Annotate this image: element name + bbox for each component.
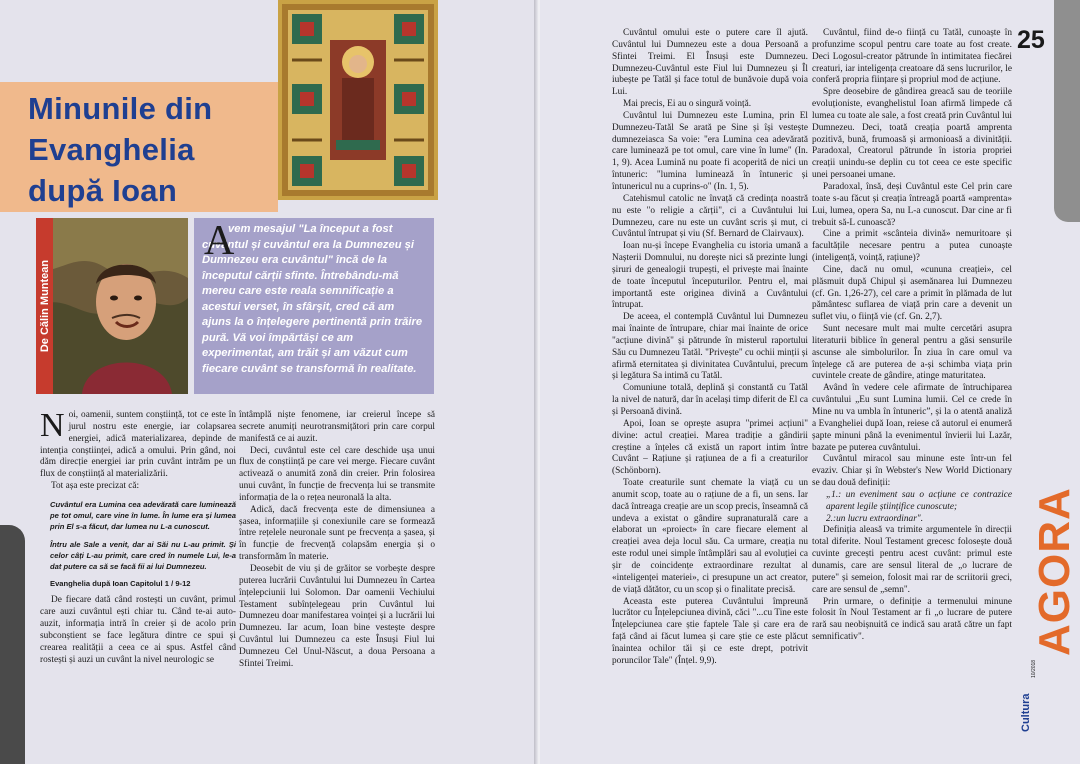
paragraph: Adică, dacă frecvența este de dimensiunea a șasea, informațiile și conexiunile care se formează între rețelele neuronale sunt pe frecvența a șasea, și în funcție de frecvență colapsăm energia și o transformăm în materie. (239, 504, 435, 563)
paragraph: Aceasta este puterea Cuvântului împreună lucrător cu Înțelepciunea divină, căci "...cu Tine este Înțelepciunea care știe faptele Tale și care era de față când ai făcut lumea și care știe ce este plăcut înaintea ochilor tăi și ce este drept, potrivit poruncilor Tale" (Înțel. 9,9). (612, 596, 808, 666)
paragraph: Prin urmare, o definiție a termenului minune folosit în Noul Testament ar fi „o lucrare de putere rară sau neobișnuită ce indică sau arată către un fapt semnificativ". (812, 596, 1012, 643)
paragraph: Paradoxal, însă, deși Cuvântul este Cel prin care toate s-au făcut și creația întreagă poartă «amprenta» Lui, lumea, opera Sa, nu L-a cunoscut. Dar cine ar fi trebuit să-L cunoască? (812, 181, 1012, 228)
paragraph: De fiecare dată când rostești un cuvânt, primul care auzi cuvântul ești chiar tu. Când te-ai auto-auzit, informația intră în creier și de acolo prin subconștient se face legătura dintre ce spui și crearea realității a ceea ce ai spus. Astfel când rostești și auzi un cuvânt la nivel neurologic se (40, 595, 236, 665)
intro-text (202, 218, 426, 377)
paragraph: Definiția aleasă va trimite argumentele în direcții total diferite. Noul Testament grecesc folosește două cuvinte grecești pentru acest cuvânt: primul este dunamis, care are sensul literal de „o lucrare de putere" și semeion, folosit mai rar de scriitorii greci, care are sensul de „semn". (812, 525, 1012, 595)
paragraph: Ioan nu-și începe Evanghelia cu istoria umană a Nașterii Domnului, nu dorește nici să prezinte lungi șiruri de genealogii trupești, el privește mai înainte de toate începutul începuturilor. Pentru el, mai importantă este originea divină a Cuvântului întrupat. (612, 241, 808, 311)
paragraph: Deosebit de viu și de grăitor se vorbește despre puterea lucrării Cuvântului lui Dumnezeu în Cartea înțelepciunii lui Solomon. Dar oamenii Vechiului Testament subînțelegeau prin Cuvântul lui Dumnezeu doar manifestarea voinței și a lucrării lui Dumnezeu. Iar acum, Ioan bine vestește despre Cuvântul lui Dumnezeu ca este Însuși Fiul lui Dumnezeu Cel Unul-Născut, a doua Persoana a Sfintei Treimi. (239, 563, 435, 669)
column-1 (40, 407, 236, 666)
paragraph: Cine, dacă nu omul, «cununa creației», cel plăsmuit după Chipul și asemănarea lui Dumnezeu (cf. Gn. 1,26-27), cel care a primit în plămada de lut pământesc suflarea de viață prin care a devenit un suflet viu, o ființă vie (cf. Gn. 2,7). (812, 264, 1012, 323)
author-photo (36, 218, 188, 394)
byline-bar (36, 218, 53, 394)
left-page (0, 0, 538, 764)
paragraph: Catehismul catolic ne învață că credința noastră nu este "o religie a cărții", ci a Cuvântului lui Dumnezeu, care nu este un cuvânt scris și mut, ci Cuvântul întrupat și viu (Sf. Bernard de Clairvaux). (612, 193, 808, 240)
page-number: 25 (1017, 26, 1045, 54)
intro-box (194, 218, 434, 394)
paragraph-text: oi, oamenii, suntem conștiință, tot ce este în jurul nostru este energie, iar colapsarea energiei, adică materializarea, depinde de intenția conștiinței, adică a omului. Prin gând, noi dăm direcție energiei iar prin cuvânt intrăm pe un flux de conștiință al materializării. (40, 410, 236, 480)
title-line-3: după Ioan (28, 173, 178, 208)
scripture-reference: Evanghelia după Ioan Capitolul 1 / 9-12 (50, 579, 191, 589)
scripture-quote: Cuvântul era Lumina cea adevărată care luminează pe tot omul, care vine în lume. În lume era și lumea prin El s-a făcut, dar lumea nu L-a cunoscut. (50, 499, 236, 532)
paragraph: Tot așa este precizat că: (51, 481, 140, 492)
title-line-1: Minunile din (28, 91, 213, 126)
byline-text: De Călin Muntean (38, 259, 51, 353)
body-dropcap: N (40, 407, 65, 444)
paragraph: De aceea, el contemplă Cuvântul lui Dumnezeu mai înainte de întrupare, chiar mai înainte de orice "acțiune divină" și pătrunde în misterul raportului Său cu Dumnezeu Tatăl. "Privește" cu ochii minții și afirmă eternitatea și divinitatea Cuvântului, precum și legătura Sa intimă cu Tatăl. (612, 312, 808, 382)
section-tag (1030, 614, 1080, 656)
paragraph: întâmplă niște fenomene, iar creierul începe să secrete anumiți neurotransmițători prin care corpul manifestă ce ai auzit. (239, 410, 435, 444)
column-3 (612, 28, 808, 668)
magazine-logo (1018, 648, 1036, 734)
paragraph: Cuvântul lui Dumnezeu este Lumina, prin El Dumnezeu-Tatăl Se arată pe Sine și își vestește dumnezeiasca Sa voie: "era Lumina cea adevărată care luminează pe tot omul, care vine în lume" (In. 1, 9). Acea Lumină nu poate fi acoperită de nici un întuneric: "lumina luminează în întuneric și întunericul nu a cuprins-o" (In. 1, 5). (612, 110, 808, 192)
intro-dropcap: A (204, 218, 235, 264)
title-line-2: Evanghelia (28, 132, 195, 167)
paragraph: Cuvântul, fiind de-o ființă cu Tatăl, cunoaște în profunzime scopul pentru care toate au fost create. Deci Logosul-creator pătrunde în intimitatea fiecărei creaturi, iar inteligența creatoare dă sens lucrurilor, le conferă propria ființare și propriul mod de acțiune. (812, 28, 1012, 86)
paragraph: Cuvântul miracol sau minune este într-un fel evaziv. Chiar și în Webster's New World Dictionary se dau două definiții: (812, 454, 1012, 489)
left-edge-tab (0, 525, 25, 764)
paragraph: Având în vedere cele afirmate de întruchiparea cuvântului „Eu sunt Lumina lumii. Cel ce crede în Mine nu va umbla în întuneric”, și la o atentă analiză a Evangheliei după Ioan, reiese că autorul ei enumeră șapte minuni până la evenimentul învierii lui Lazăr, bazate pe puterea cuvântului. (812, 383, 1012, 453)
paragraph: Deci, cuvântul este cel care deschide ușa unui flux de conștiință pe care vei merge. Fiecare cuvânt activează o anumită zonă din creier. Prin folosirea unui cuvânt, în funcție de frecvența lui se transmite informația de la o rețea neuronală la alta. (239, 445, 435, 503)
scripture-quote: Întru ale Sale a venit, dar ai Săi nu L-au primit. Și celor câți L-au primit, care cred în numele Lui, le-a dat putere ca să se facă fii ai lui Dumnezeu. (50, 539, 236, 571)
paragraph: Cuvântul omului este o putere care îl ajută. Cuvântul lui Dumnezeu este a doua Persoană a Sfintei Treimi. El Însuși este Dumnezeu. Dumnezeu-Cuvântul este Fiul lui Dumnezeu și Îl iubește pe Tatăl și face totul de bunăvoie după voia Lui. (612, 28, 808, 98)
paragraph: Toate creaturile sunt chemate la viață cu un anumit scop, toate au o rațiune de a fi, un sens. Iar dacă întreaga creație are un scop precis, înseamnă că undeva a existat o gândire supranaturală care a elaborat un «proiect» în care fiecare element al creației avea deja locul său. Ca urmare, creația nu este rodul unei simple întâmplări sau al evoluției ca șir de coincidențe extraordinare rezultat al «inteligenței materiei», ci presupune un act creator, de viață dătător, cu un scop și o finalitate precisă. (612, 478, 808, 595)
definition-item: „1.: un eveniment sau o acțiune ce contrazice aparent legile științifice cunoscute; (826, 489, 1012, 512)
illuminated-manuscript-image (278, 0, 438, 200)
paragraph: Cine a primit «scânteia divină» nemuritoare și facultățile necesare pentru a putea cunoaște (inteligență, voință, rațiune)? (812, 229, 1012, 264)
paragraph: Comuniune totală, deplină și constantă cu Tatăl la nivel de natură, dar în același timp diferit de El ca și Persoană divină. (612, 383, 808, 417)
logo-wordmark: Cultura (1020, 693, 1032, 732)
intro-text-body: vem mesajul "La început a fost cuvântul și cuvântul era la Dumnezeu și Dumnezeu era cuvântul" încă de la începutul cărții sfinte. Întrebându-mă mereu care este reala semnificație a acestui verset, în sfârșit, cred că am ajuns la o înțelegere pertinentă prin trăire pură. Vă voi împărtăși ce am experimentat, am trăit și am văzut cum fiecare cuvânt se transformă în realitate. (202, 223, 423, 375)
paragraph (40, 407, 236, 481)
issue-number: 10/2018 (1031, 659, 1037, 678)
column-2 (239, 410, 435, 671)
definition-item: 2.:un lucru extraordinar". (826, 513, 924, 524)
paragraph: Spre deosebire de gândirea greacă sau de teoriile evoluționiste, evanghelistul Ioan afirmă limpede că lumea cu toate ale sale, a fost creată prin Cuvântul lui Dumnezeu. Deci, toată creația poartă amprenta pozitivă, bună, frumoasă și armonioasă a divinității. Paradoxal, Creatorul pătrunde în istoria propriei creații unindu-se deplin cu tot ceea ce este specific unei persoanei umane. (812, 87, 1012, 181)
paragraph: Sunt necesare mult mai multe cercetări asupra literaturii biblice în general pentru a găsi sensurile ascunse ale simbolurilor. În ziua în care omul va înțelege că are puterea de a-și schimba viața prin cuvintele create de gândire, atinge maturitatea. (812, 324, 1012, 382)
right-edge-tab (1054, 0, 1080, 222)
column-4 (812, 28, 1012, 644)
paragraph: Apoi, Ioan se oprește asupra "primei acțiuni" divine: actul creației. Marea tradiție a gândirii creștine a înțeles că există un raport intim între Cuvânt – Rațiune și rațiunea de a fi a creaturilor (Schönborn). (612, 418, 808, 477)
paragraph: Mai precis, Ei au o singură voință. (623, 99, 752, 110)
article-title (28, 88, 288, 211)
